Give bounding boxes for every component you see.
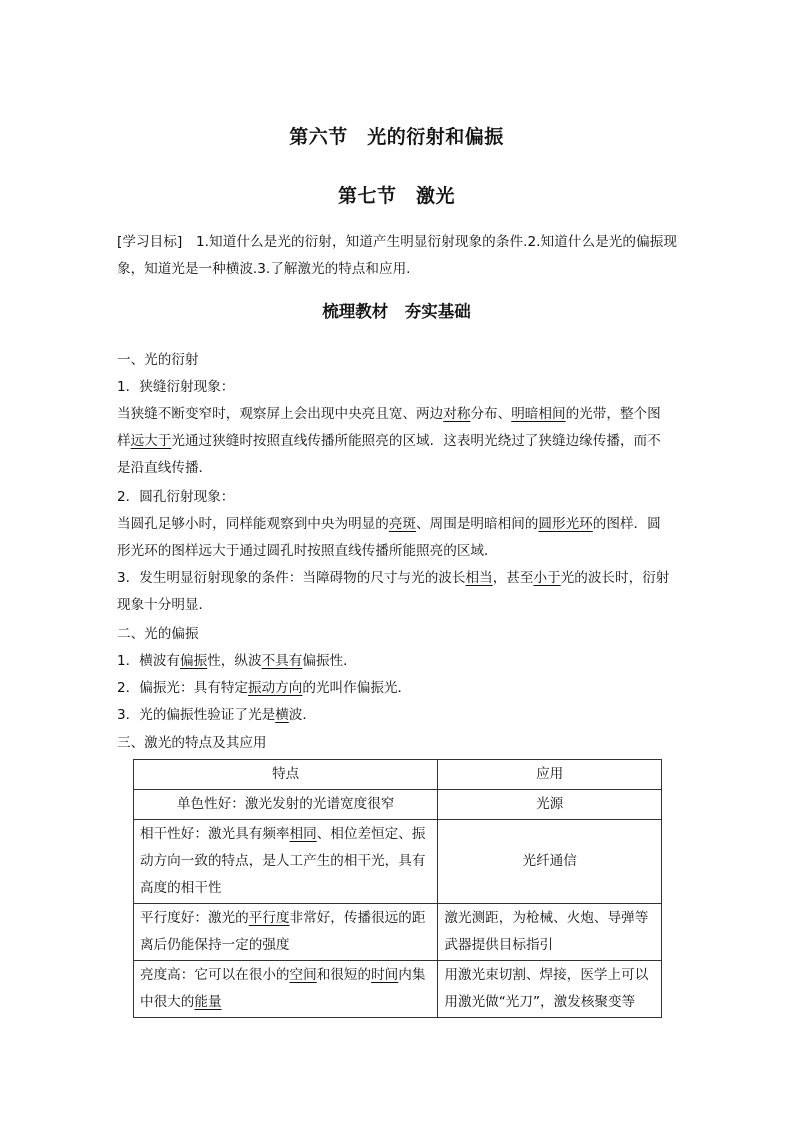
table-header-row [134, 760, 662, 790]
blank-same: 相同 [289, 826, 317, 842]
blank-parallelism: 平行度 [248, 910, 290, 926]
header-application: 应用 [438, 760, 662, 790]
blank-energy: 能量 [194, 994, 222, 1010]
blank-comparable: 相当 [465, 570, 493, 586]
slit-heading: 1．狭缝衍射现象： [117, 379, 235, 395]
hole-heading: 2．圆孔衍射现象： [117, 489, 235, 505]
heading-diffraction: 一、光的衍射 [117, 352, 199, 368]
blank-alternating: 明暗相间 [511, 406, 566, 422]
table-row [134, 904, 662, 961]
blank-not-have: 不具有 [261, 653, 303, 669]
header-feature: 特点 [134, 760, 438, 790]
section-heading: 梳理教材 夯实基础 [322, 302, 471, 321]
table-row [134, 961, 662, 1018]
polarization-item-2: 2．偏振光：具有特定振动方向的光叫作偏振光． [117, 680, 412, 696]
objectives-label: [学习目标] [117, 234, 183, 250]
laser-table [133, 759, 662, 1018]
learning-objectives [117, 229, 677, 283]
application-cell: 用激光束切割、焊接，医学上可以用激光做“光刀”，激发核聚变等 [438, 961, 662, 1018]
application-cell: 激光测距，为枪械、火炮、导弹等武器提供目标指引 [438, 904, 662, 961]
condition-line-1: 3．发生明显衍射现象的条件：当障碍物的尺寸与光的波长相当，甚至小于光的波长时，衍射 [117, 570, 670, 586]
blank-ring: 圆形光环 [538, 516, 593, 532]
slit-line-1: 当狭缝不断变窄时，观察屏上会出现中央亮且宽、两边对称分布、明暗相间的光带，整个图 [117, 406, 661, 422]
blank-polarization: 偏振 [180, 653, 208, 669]
condition-line-2: 现象十分明显． [117, 597, 213, 613]
feature-cell: 相干性好：激光具有频率相同、相位差恒定、振动方向一致的特点，是人工产生的相干光，具有高度的相干性 [134, 820, 438, 904]
feature-cell: 平行度好：激光的平行度非常好，传播很远的距离后仍能保持一定的强度 [134, 904, 438, 961]
blank-symmetric: 对称 [443, 406, 471, 422]
feature-cell: 亮度高：它可以在很小的空间和很短的时间内集中很大的能量 [134, 961, 438, 1018]
section-title-7: 第七节 激光 [337, 185, 455, 207]
heading-laser: 三、激光的特点及其应用 [117, 735, 267, 751]
application-cell: 光纤通信 [438, 820, 662, 904]
application-cell: 光源 [438, 790, 662, 820]
slit-line-2: 样远大于光通过狭缝时按照直线传播所能照亮的区域．这表明光绕过了狭缝边缘传播，而不 [117, 433, 661, 449]
polarization-item-1: 1．横波有偏振性，纵波不具有偏振性． [117, 653, 357, 669]
blank-time: 时间 [371, 967, 399, 983]
blank-smaller: 小于 [533, 570, 561, 586]
slit-line-3: 是沿直线传播． [117, 460, 213, 476]
blank-bright-spot: 亮斑 [388, 516, 417, 532]
hole-line-2: 形光环的图样远大于通过圆孔时按照直线传播所能照亮的区域． [117, 543, 498, 559]
blank-space: 空间 [289, 967, 317, 983]
table-row [134, 790, 662, 820]
feature-cell: 单色性好：激光发射的光谱宽度很窄 [134, 790, 438, 820]
objectives-text: 1.知道什么是光的衍射，知道产生明显衍射现象的条件.2.知道什么是光的偏振现象，知道光是一种横波.3.了解激光的特点和应用. [117, 234, 677, 277]
polarization-item-3: 3．光的偏振性验证了光是横波． [117, 707, 316, 723]
heading-polarization: 二、光的偏振 [117, 626, 199, 642]
hole-line-1: 当圆孔足够小时，同样能观察到中央为明显的亮斑、周围是明暗相间的圆形光环的图样．圆 [117, 516, 661, 532]
blank-vibration-direction: 振动方向 [248, 680, 303, 696]
blank-transverse: 横 [275, 707, 289, 723]
section-title-6: 第六节 光的衍射和偏振 [289, 126, 504, 148]
blank-much-larger: 远大于 [130, 433, 172, 449]
table-row [134, 820, 662, 904]
